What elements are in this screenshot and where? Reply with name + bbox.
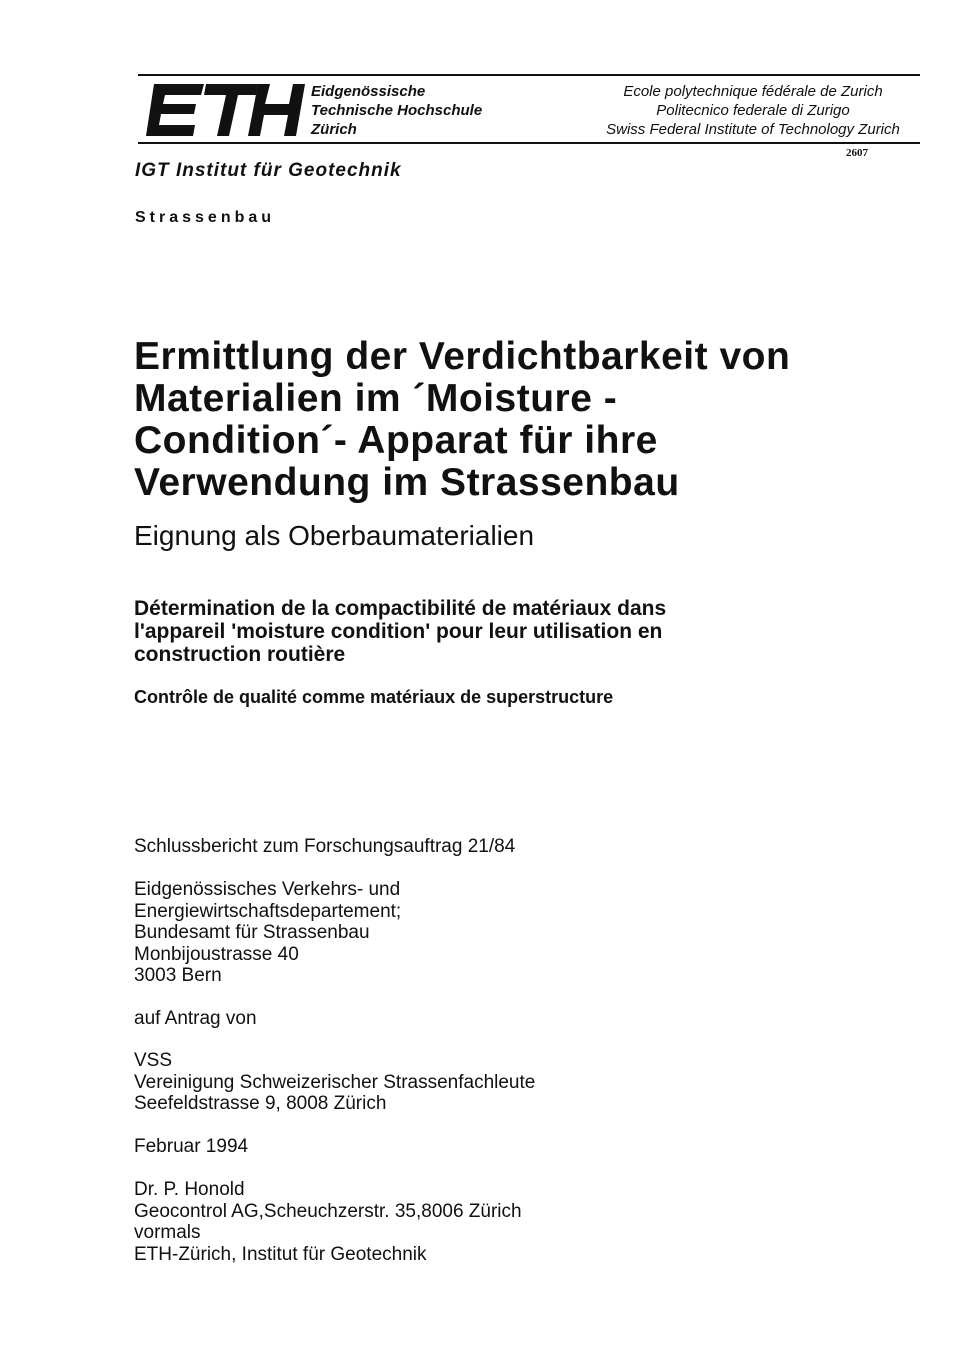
header-rule-top <box>138 74 920 76</box>
french-title-line: Détermination de la compactibilité de matériaux dans <box>134 597 667 620</box>
client-line: Monbijoustrasse 40 <box>134 943 299 965</box>
title-line: Verwendung im Strassenbau <box>134 461 680 504</box>
eth-name-line: Eidgenössische <box>311 83 426 100</box>
document-number: 2607 <box>846 147 868 159</box>
eth-name-line: Technische Hochschule <box>311 102 483 119</box>
main-title <box>134 336 894 504</box>
eth-logo <box>146 84 308 136</box>
author-block <box>134 1179 522 1265</box>
on-behalf-text: auf Antrag von <box>134 1008 257 1029</box>
on-behalf <box>134 1008 257 1030</box>
client-address <box>134 879 401 987</box>
eth-name-en: Swiss Federal Institute of Technology Zurich <box>606 121 900 138</box>
author-line: vormals <box>134 1222 201 1243</box>
eth-name-it: Politecnico federale di Zurigo <box>656 102 850 119</box>
eth-translations <box>588 82 918 139</box>
report-date <box>134 1136 248 1158</box>
eth-name-line: Zürich <box>311 121 357 138</box>
title-line: Ermittlung der Verdichtbarkeit von <box>134 335 791 378</box>
eth-name-fr: Ecole polytechnique fédérale de Zurich <box>623 83 883 100</box>
author-line: Dr. P. Honold <box>134 1179 245 1200</box>
report-type <box>134 836 515 858</box>
requester-line: Seefeldstrasse 9, 8008 Zürich <box>134 1093 387 1114</box>
client-line: Eidgenössisches Verkehrs- und <box>134 879 401 900</box>
requester-address <box>134 1050 535 1115</box>
french-title-line: construction routière <box>134 643 346 666</box>
title-line: Condition´- Apparat für ihre <box>134 419 658 462</box>
requester-line: VSS <box>134 1050 173 1071</box>
author-line: ETH-Zürich, Institut für Geotechnik <box>134 1243 427 1265</box>
institute-name: IGT Institut für Geotechnik <box>135 160 402 181</box>
client-line: Energiewirtschaftsdepartement; <box>134 900 402 922</box>
eth-name-block <box>311 82 482 139</box>
french-subtitle: Contrôle de qualité comme matériaux de superstructure <box>134 687 614 707</box>
client-line: Bundesamt für Strassenbau <box>134 922 370 943</box>
subtitle: Eignung als Oberbaumaterialien <box>134 520 535 551</box>
department-name: Strassenbau <box>135 209 276 226</box>
french-title <box>134 597 894 666</box>
client-line: 3003 Bern <box>134 965 222 986</box>
author-line: Geocontrol AG,Scheuchzerstr. 35,8006 Zürich <box>134 1200 522 1222</box>
french-title-line: l'appareil 'moisture condition' pour leur utilisation en <box>134 620 663 643</box>
report-type-text: Schlussbericht zum Forschungsauftrag 21/84 <box>134 836 516 857</box>
title-line: Materialien im ´Moisture - <box>134 377 618 420</box>
report-date-text: Februar 1994 <box>134 1136 249 1157</box>
requester-line: Vereinigung Schweizerischer Strassenfachleute <box>134 1071 536 1093</box>
header-rule-bottom <box>138 142 920 144</box>
